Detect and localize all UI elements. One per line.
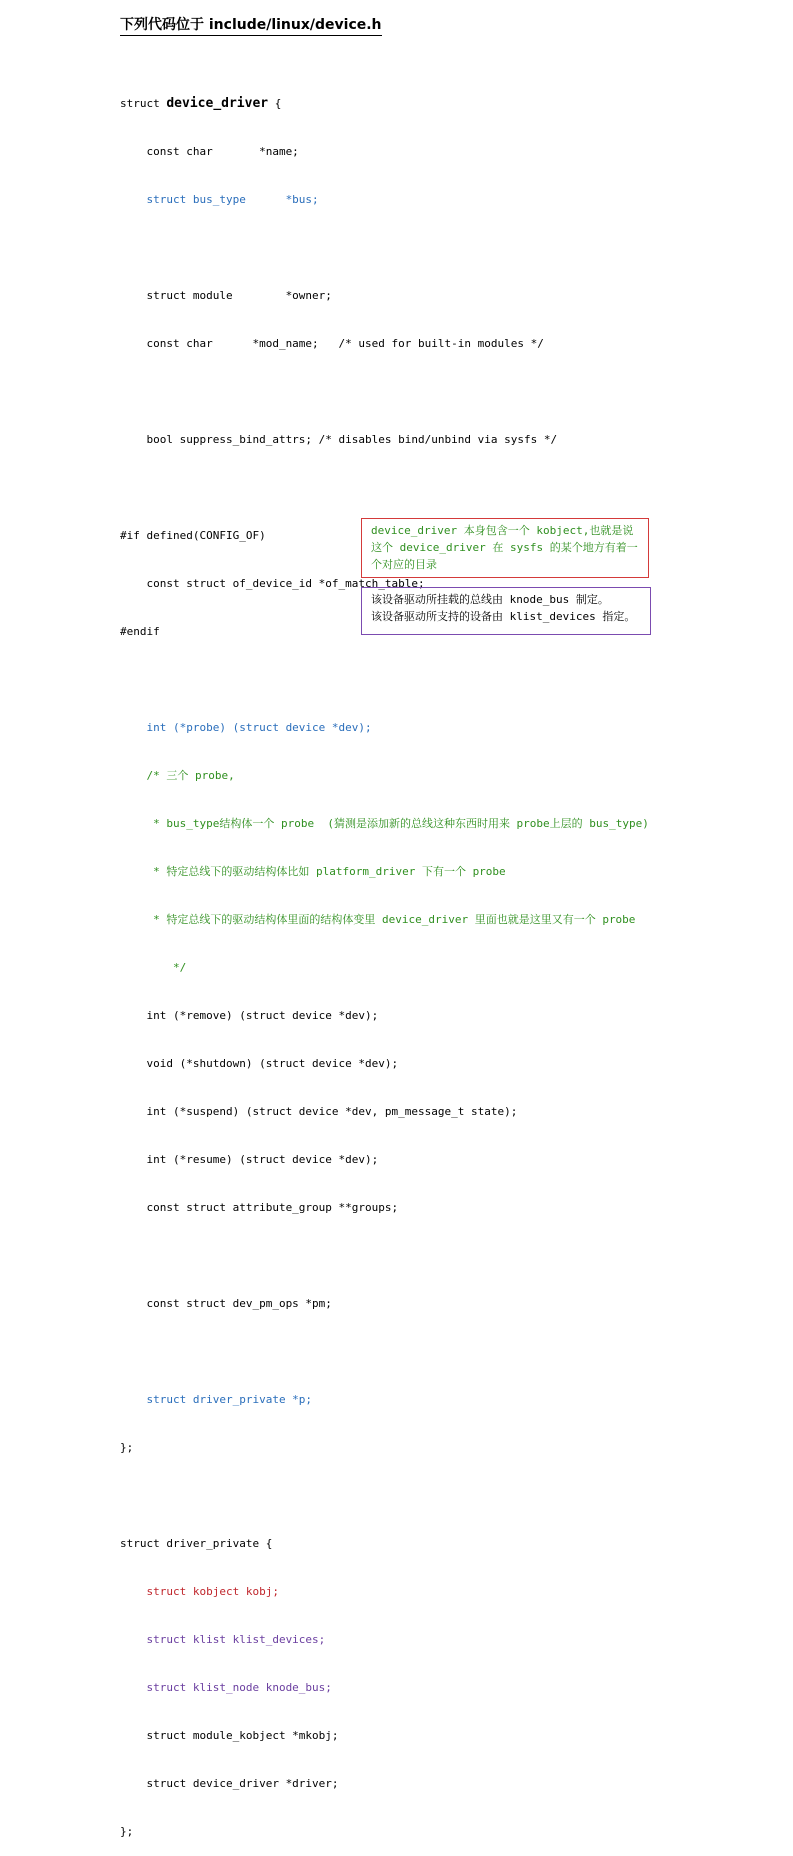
struct-name-device-driver: device_driver bbox=[166, 96, 269, 111]
code-line-klist-devices: struct klist klist_devices; bbox=[120, 1633, 326, 1646]
code-line: const char *mod_name; /* used for built-in modules */ bbox=[120, 337, 544, 350]
page-heading: 下列代码位于 include/linux/device.h bbox=[120, 16, 382, 36]
open-brace: { bbox=[268, 97, 282, 110]
code-block bbox=[120, 64, 649, 1856]
code-comment-line: * bus_type结构体一个 probe (猜测是添加新的总线这种东西时用来 probe上层的 bus_type) bbox=[120, 817, 649, 830]
code-line: const struct of_device_id *of_match_table; bbox=[120, 577, 425, 590]
code-line-knode-bus: struct klist_node knode_bus; bbox=[120, 1681, 332, 1694]
code-line: const struct attribute_group **groups; bbox=[120, 1201, 399, 1214]
code-line: struct device_driver *driver; bbox=[120, 1777, 339, 1790]
code-line bbox=[120, 240, 649, 256]
code-comment-line: */ bbox=[120, 961, 187, 974]
keyword-struct: struct bbox=[120, 97, 167, 110]
code-line: }; bbox=[120, 1825, 134, 1838]
code-line-kobj: struct kobject kobj; bbox=[120, 1585, 279, 1598]
code-line: int (*suspend) (struct device *dev, pm_message_t state); bbox=[120, 1105, 518, 1118]
code-line-bus-field: struct bus_type *bus; bbox=[120, 193, 319, 206]
code-line: const char *name; bbox=[120, 145, 299, 158]
code-line-struct-driver-private: struct driver_private { bbox=[120, 1537, 273, 1550]
code-comment-line: * 特定总线下的驱动结构体比如 platform_driver 下有一个 probe bbox=[120, 865, 506, 878]
code-line bbox=[120, 1344, 649, 1360]
code-line-probe: int (*probe) (struct device *dev); bbox=[120, 721, 372, 734]
code-line: struct module *owner; bbox=[120, 289, 332, 302]
code-line: const struct dev_pm_ops *pm; bbox=[120, 1297, 332, 1310]
code-line-private-field: struct driver_private *p; bbox=[120, 1393, 313, 1406]
code-line: struct module_kobject *mkobj; bbox=[120, 1729, 339, 1742]
code-line bbox=[120, 672, 649, 688]
code-line: void (*shutdown) (struct device *dev); bbox=[120, 1057, 399, 1070]
code-line: int (*resume) (struct device *dev); bbox=[120, 1153, 379, 1166]
code-line bbox=[120, 480, 649, 496]
code-line bbox=[120, 384, 649, 400]
code-line bbox=[120, 1488, 649, 1504]
code-line-preprocessor: #if defined(CONFIG_OF) bbox=[120, 529, 266, 542]
code-line: bool suppress_bind_attrs; /* disables bind/unbind via sysfs */ bbox=[120, 433, 558, 446]
code-line-struct-device-driver bbox=[120, 96, 649, 112]
code-line: }; bbox=[120, 1441, 134, 1454]
code-line bbox=[120, 1248, 649, 1264]
code-line-preprocessor: #endif bbox=[120, 625, 160, 638]
klist-annotation-box: 该设备驱动所挂载的总线由 knode_bus 制定。 该设备驱动所支持的设备由 klist_devices 指定。 bbox=[361, 587, 651, 635]
code-comment-line: * 特定总线下的驱动结构体里面的结构体变里 device_driver 里面也就是这里又有一个 probe bbox=[120, 913, 636, 926]
code-comment-line: /* 三个 probe, bbox=[120, 769, 235, 782]
kobject-annotation-box: device_driver 本身包含一个 kobject,也就是说 这个 device_driver 在 sysfs 的某个地方有着一 个对应的目录 bbox=[361, 518, 649, 578]
code-line: int (*remove) (struct device *dev); bbox=[120, 1009, 379, 1022]
